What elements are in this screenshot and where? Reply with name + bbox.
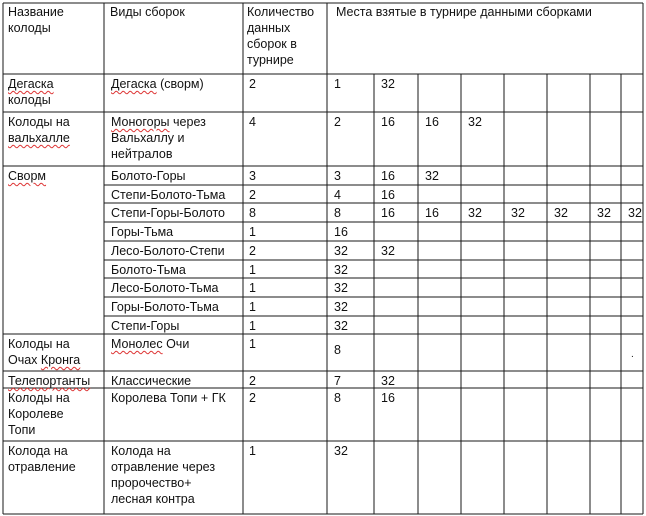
build-type: Лесо-Болото-Степи: [111, 244, 225, 258]
place-value: 2: [334, 115, 341, 129]
deck-name: Топи: [8, 423, 36, 437]
build-type: пророчество+: [111, 476, 192, 490]
place-value: 32: [381, 244, 395, 258]
build-count: 2: [249, 374, 256, 388]
place-value: 7: [334, 374, 341, 388]
build-count: 1: [249, 263, 256, 277]
deck-name: Сворм: [8, 169, 47, 183]
header-deck-name: колоды: [8, 21, 51, 35]
place-value: 8: [334, 343, 341, 357]
deck-name: вальхалле: [8, 131, 70, 145]
place-value: 16: [381, 169, 395, 183]
build-count: 1: [249, 225, 256, 239]
build-type: Степи-Горы-Болото: [111, 206, 225, 220]
build-type: отравление через: [111, 460, 216, 474]
header-build-count: Количество: [247, 5, 315, 19]
header-build-types: Виды сборок: [110, 5, 185, 19]
header-build-count: турнире: [247, 53, 294, 67]
place-value: 3: [334, 169, 341, 183]
deck-name: Телепортанты: [8, 374, 91, 388]
place-value: 16: [381, 188, 395, 202]
build-type: Горы-Тьма: [111, 225, 174, 239]
build-type: Дегаска (сворм): [111, 77, 204, 91]
build-count: 8: [249, 206, 256, 220]
place-value: 32: [381, 374, 395, 388]
place-value: 32: [334, 444, 348, 458]
build-count: 1: [249, 444, 256, 458]
build-type: Вальхаллу и: [111, 131, 185, 145]
build-type: Болото-Тьма: [111, 263, 186, 277]
place-value: 32: [334, 281, 348, 295]
build-type: Степи-Болото-Тьма: [111, 188, 226, 202]
deck-name: Колоды на: [8, 391, 70, 405]
place-value: 32: [381, 77, 395, 91]
place-value: 32: [468, 115, 482, 129]
place-value: 16: [381, 115, 395, 129]
build-count: 4: [249, 115, 256, 129]
header-build-count: сборок в: [247, 37, 297, 51]
build-count: 2: [249, 391, 256, 405]
deck-name: Колода на: [8, 444, 68, 458]
build-count: 2: [249, 77, 256, 91]
place-value: 32: [597, 206, 611, 220]
place-value: 32: [334, 300, 348, 314]
build-count: 1: [249, 300, 256, 314]
build-count: 2: [249, 188, 256, 202]
build-count: 2: [249, 244, 256, 258]
deck-name: Очах Кронга: [8, 353, 81, 367]
place-value: 1: [334, 77, 341, 91]
build-type: Степи-Горы: [111, 319, 180, 333]
build-type: Горы-Болото-Тьма: [111, 300, 219, 314]
place-value: 16: [381, 391, 395, 405]
build-count: 1: [249, 319, 256, 333]
place-value: 16: [425, 115, 439, 129]
place-value: 8: [334, 391, 341, 405]
place-value: 32: [468, 206, 482, 220]
place-value: 32: [334, 319, 348, 333]
build-type: Королева Топи + ГК: [111, 391, 226, 405]
header-deck-name: Название: [8, 5, 64, 19]
build-type: Колода на: [111, 444, 171, 458]
build-type: Монолес Очи: [111, 337, 190, 351]
place-value: 32: [511, 206, 525, 220]
place-value: 32: [334, 244, 348, 258]
build-type: нейтралов: [111, 147, 173, 161]
place-value: 32: [554, 206, 568, 220]
place-value: 32: [425, 169, 439, 183]
deck-name: Колоды на: [8, 115, 70, 129]
place-value: 32: [628, 206, 642, 220]
deck-name: Колоды на: [8, 337, 70, 351]
build-type: лесная контра: [111, 492, 195, 506]
build-type: Моногоры через: [111, 115, 206, 129]
build-count: 1: [249, 337, 256, 351]
place-value: 16: [334, 225, 348, 239]
place-value: 8: [334, 206, 341, 220]
place-value: 16: [381, 206, 395, 220]
build-type: Лесо-Болото-Тьма: [111, 281, 219, 295]
place-value: 32: [334, 263, 348, 277]
deck-name: Дегаска: [8, 77, 54, 91]
deck-name: колоды: [8, 93, 51, 107]
place-value: 4: [334, 188, 341, 202]
deck-name: отравление: [8, 460, 76, 474]
build-count: 1: [249, 281, 256, 295]
header-build-count: данных: [247, 21, 291, 35]
stray-mark: .: [631, 349, 634, 360]
deck-name: Королеве: [8, 407, 64, 421]
build-count: 3: [249, 169, 256, 183]
header-places: Места взятые в турнире данными сборками: [336, 5, 592, 19]
build-type: Классические: [111, 374, 192, 388]
place-value: 16: [425, 206, 439, 220]
build-type: Болото-Горы: [111, 169, 186, 183]
